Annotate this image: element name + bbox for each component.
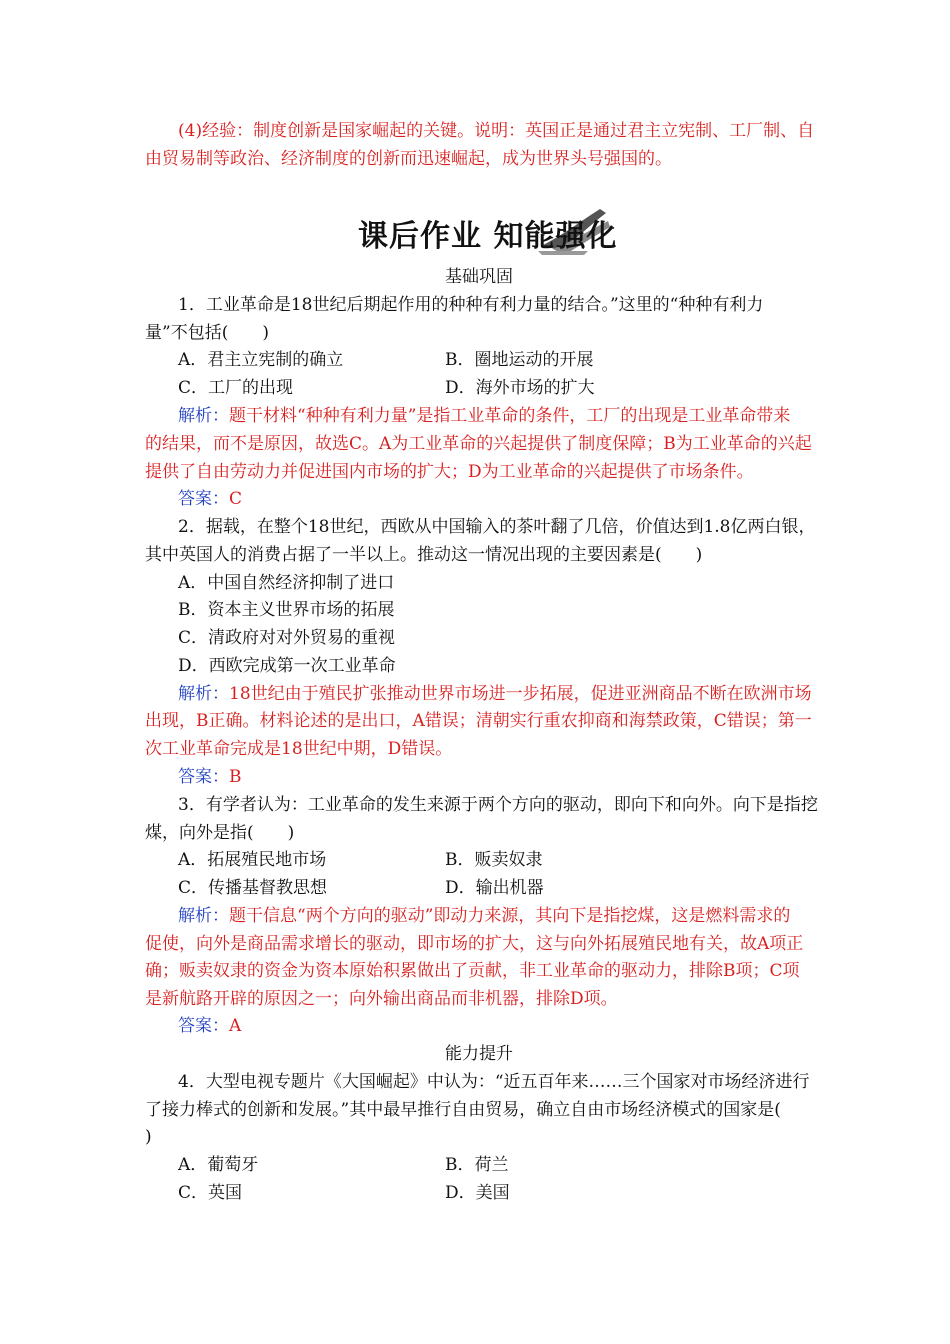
q2-answer-value: B bbox=[229, 767, 242, 787]
q3-analysis-label: 解析： bbox=[178, 906, 229, 926]
q2-option-a: A．中国自然经济抑制了进口 bbox=[178, 573, 395, 593]
section-title-advanced: 能力提升 bbox=[445, 1044, 513, 1064]
q2-option-d: D．西欧完成第一次工业革命 bbox=[178, 656, 396, 676]
q3-answer-label: 答案： bbox=[178, 1016, 229, 1036]
q2-analysis-line-2: 出现，B正确。材料论述的是出口，A错误；清朝实行重农抑商和海禁政策，C错误；第一 bbox=[145, 711, 812, 731]
q3-option-d: D．输出机器 bbox=[445, 878, 544, 898]
q3-stem-line-2: 煤，向外是指( ) bbox=[145, 823, 295, 843]
q4-option-c: C．英国 bbox=[178, 1183, 243, 1203]
section-banner bbox=[338, 205, 618, 257]
q2-analysis-line-3: 次工业革命完成是18世纪中期，D错误。 bbox=[145, 739, 453, 759]
q2-stem-line-1: 2．据载，在整个18世纪，西欧从中国输入的茶叶翻了几倍，价值达到1.8亿两白银， bbox=[178, 517, 816, 537]
q1-answer-label: 答案： bbox=[178, 489, 229, 509]
q1-analysis-label: 解析： bbox=[178, 406, 229, 426]
q1-option-a: A．君主立宪制的确立 bbox=[178, 350, 344, 370]
q3-option-c: C．传播基督教思想 bbox=[178, 878, 328, 898]
q1-analysis-line-3: 提供了自由劳动力并促进国内市场的扩大；D为工业革命的兴起提供了市场条件。 bbox=[145, 462, 754, 482]
q3-option-a: A．拓展殖民地市场 bbox=[178, 850, 327, 870]
q4-option-b: B．荷兰 bbox=[445, 1155, 509, 1175]
q2-analysis-label: 解析： bbox=[178, 684, 229, 704]
q4-option-a: A．葡萄牙 bbox=[178, 1155, 259, 1175]
q1-analysis-text-1: 题干材料“种种有利力量”是指工业革命的条件，工厂的出现是工业革命带来 bbox=[229, 406, 791, 426]
banner-title: 课后作业 知能强化 bbox=[358, 219, 618, 254]
q1-option-c: C．工厂的出现 bbox=[178, 378, 294, 398]
q4-stem-line-3: ) bbox=[145, 1127, 152, 1147]
q4-stem-line-2: 了接力棒式的创新和发展。”其中最早推行自由贸易，确立自由市场经济模式的国家是( bbox=[145, 1100, 781, 1120]
q1-answer bbox=[178, 486, 242, 514]
q2-analysis-line-1 bbox=[178, 681, 812, 709]
q3-analysis-line-4: 是新航路开辟的原因之一；向外输出商品而非机器，排除D项。 bbox=[145, 989, 618, 1009]
q3-analysis-text-1: 题干信息“两个方向的驱动”即动力来源，其向下是指挖煤，这是燃料需求的 bbox=[229, 906, 791, 926]
q3-analysis-line-1 bbox=[178, 903, 790, 931]
q3-answer bbox=[178, 1013, 241, 1041]
q2-analysis-text-1: 18世纪由于殖民扩张推动世界市场进一步拓展，促进亚洲商品不断在欧洲市场 bbox=[229, 684, 812, 704]
q3-answer-value: A bbox=[229, 1016, 242, 1036]
q1-stem-line-1: 1．工业革命是18世纪后期起作用的种种有利力量的结合。”这里的“种种有利力 bbox=[178, 295, 764, 315]
q1-stem-line-2: 量”不包括( ) bbox=[145, 323, 269, 343]
q3-stem-line-1: 3．有学者认为：工业革命的发生来源于两个方向的驱动，即向下和向外。向下是指挖 bbox=[178, 795, 818, 815]
q3-analysis-line-2: 促使，向外是商品需求增长的驱动，即市场的扩大，这与向外拓展殖民地有关，故A项正 bbox=[145, 934, 804, 954]
intro-line-1: (4)经验：制度创新是国家崛起的关键。说明：英国正是通过君主立宪制、工厂制、自 bbox=[178, 121, 815, 141]
q4-stem-line-1: 4．大型电视专题片《大国崛起》中认为：“近五百年来……三个国家对市场经济进行 bbox=[178, 1072, 810, 1092]
q2-stem-line-2: 其中英国人的消费占据了一半以上。推动这一情况出现的主要因素是( ) bbox=[145, 545, 703, 565]
q1-answer-value: C bbox=[229, 489, 243, 509]
q2-option-c: C．清政府对对外贸易的重视 bbox=[178, 628, 396, 648]
intro-line-2: 由贸易制等政治、经济制度的创新而迅速崛起，成为世界头号强国的。 bbox=[145, 149, 672, 169]
q3-option-b: B．贩卖奴隶 bbox=[445, 850, 543, 870]
q1-option-b: B．圈地运动的开展 bbox=[445, 350, 594, 370]
q2-option-b: B．资本主义世界市场的拓展 bbox=[178, 600, 395, 620]
q1-option-d: D．海外市场的扩大 bbox=[445, 378, 595, 398]
q2-answer-label: 答案： bbox=[178, 767, 229, 787]
q1-analysis-line-1 bbox=[178, 403, 790, 431]
q2-answer bbox=[178, 764, 242, 792]
section-title-basic: 基础巩固 bbox=[445, 267, 513, 287]
q3-analysis-line-3: 确；贩卖奴隶的资金为资本原始积累做出了贡献，非工业革命的驱动力，排除B项；C项 bbox=[145, 961, 800, 981]
q1-analysis-line-2: 的结果，而不是原因，故选C。A为工业革命的兴起提供了制度保障；B为工业革命的兴起 bbox=[145, 434, 812, 454]
q4-option-d: D．美国 bbox=[445, 1183, 510, 1203]
